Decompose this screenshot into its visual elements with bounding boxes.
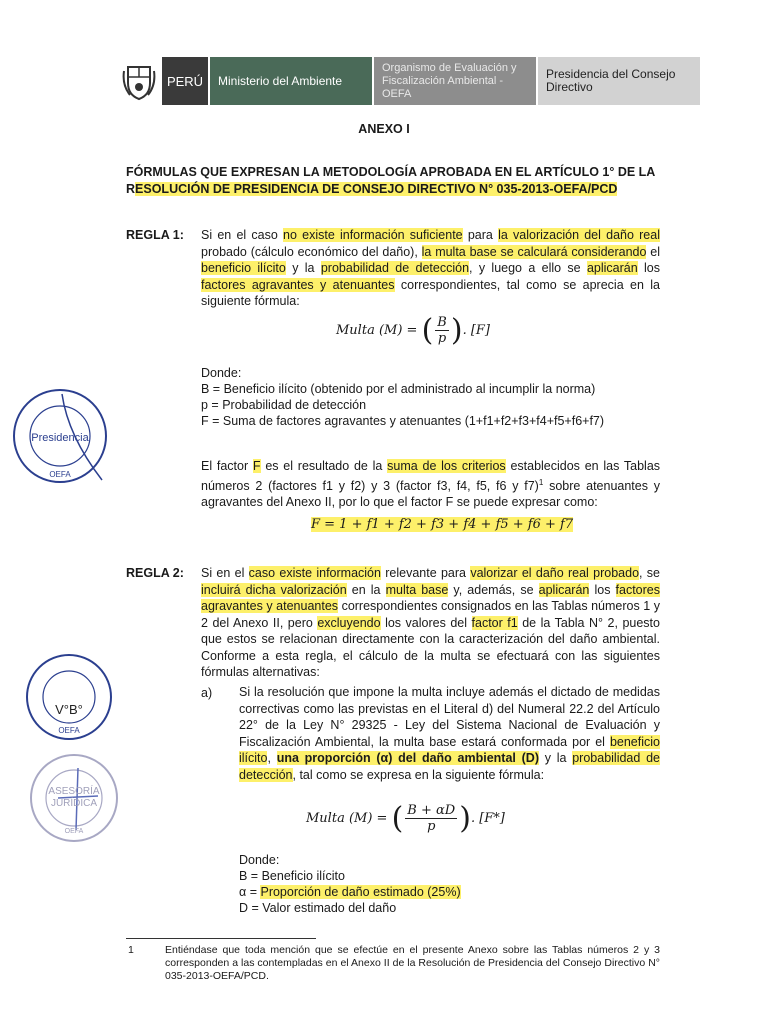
coat-of-arms-icon [118, 57, 160, 105]
rule2-def-alpha: α = Proporción de daño estimado (25%) [239, 885, 461, 899]
rule1-formula: Multa (M) = ( $\frac{B}{p}$ ) . [F] [336, 312, 491, 348]
vobo-stamp: V°B° OEFA [24, 652, 114, 742]
oefa-label: Organismo de Evaluación y Fiscalización Ambiental - OEFA [374, 57, 536, 105]
rule1-where: Donde: [201, 366, 242, 380]
item-a-paragraph: Si la resolución que impone la multa incluye además el dictado de medidas correctivas como las previstas en el Literal d) del Numeral 22.2 del Artículo 22° de la Ley N° 29325 - Ley del Sistema Nacional de Evaluación y Fiscalización Ambiental, la multa base estará conformada por el beneficio ilícito, una proporción (α) del daño ambiental (D) y la probabilidad de detección, tal como se expresa en la siguiente fórmula: [239, 685, 660, 782]
factor-formula: F = 1 + f1 + f2 + f3 + f4 + f5 + f6 + f7 [311, 517, 574, 532]
presidency-label: Presidencia del Consejo Directivo [538, 57, 700, 105]
rule1-label: REGLA 1: [126, 228, 184, 242]
rule2-paragraph: Si en el caso existe información relevante para valorizar el daño real probado, se incluirá dicha valorización en la multa base y, además, se aplicarán los factores agravantes y atenuantes correspondientes consignados en las Tablas números 1 y 2 del Anexo II, pero excluyendo los valores del factor f1 de la Tabla N° 2, puesto que estos se relacionan directamente con la caracterización del daño ambiental. Conforme a esta regla, el cálculo de la multa se efectuará con las siguientes fórmulas alternativas: [201, 566, 660, 679]
annex-title: ANEXO I [358, 122, 410, 136]
rule2-label: REGLA 2: [126, 566, 184, 580]
ministry-label: Ministerio del Ambiente [210, 57, 372, 105]
factor-paragraph: El factor F es el resultado de la suma de los criterios establecidos en las Tablas números 2 (factores f1 y f2) y 3 (factor f3, f4, f5, f6 y f7)$^1$ sobre atenuantes y agravantes del Anexo II, por lo que el factor F se puede expresar como: [201, 459, 661, 510]
rule2-where: Donde: [239, 853, 280, 867]
rule2-formula: Multa (M) = ( $\frac{B + \alpha D}{p}$ ) . [F*] [306, 800, 505, 836]
footnote-number: 1 [128, 944, 134, 956]
peru-label: PERÚ [162, 57, 208, 105]
asesoria-stamp: ASESORÍA JURÍDICA OEFA [28, 752, 120, 844]
rule1-def-b: B = Beneficio ilícito (obtenido por el administrado al incumplir la norma) [201, 382, 596, 396]
footnote-text: Entiéndase que toda mención que se efectúe en el presente Anexo sobre las Tablas números 2 y 3 corresponden a las contempladas en el Anexo II de la Resolución de Presidencia del Consejo Directivo N° 035-2013-OEFA/PCD. [165, 944, 660, 982]
rule1-paragraph: Si en el caso no existe información suficiente para la valorización del daño real probado (cálculo económico del daño), la multa base se calculará considerando el beneficio ilícito y la probabilidad de detección, y luego a ello se aplicarán los factores agravantes y atenuantes correspondientes, tal como se aprecia en la siguiente fórmula: [201, 228, 661, 308]
rule2-def-d: D = Valor estimado del daño [239, 901, 397, 915]
letterhead [118, 57, 700, 105]
heading-part-a: FÓRMULAS QUE EXPRESAN LA METODOLOGÍA APROBADA EN EL ARTÍCULO 1° DE LA R [126, 165, 655, 196]
footnote-divider [126, 938, 316, 939]
rule2-def-b: B = Beneficio ilícito [239, 869, 345, 883]
document-heading [126, 164, 660, 198]
presidencia-stamp: Presidencia OEFA [10, 386, 110, 486]
rule1-def-p: p = Probabilidad de detección [201, 398, 367, 412]
item-a-label: a) [201, 686, 213, 700]
heading-part-b: ESOLUCIÓN DE PRESIDENCIA DE CONSEJO DIRECTIVO N° 035-2013-OEFA/PCD [135, 182, 618, 196]
rule1-def-f: F = Suma de factores agravantes y atenuantes (1+f1+f2+f3+f4+f5+f6+f7) [201, 414, 605, 428]
